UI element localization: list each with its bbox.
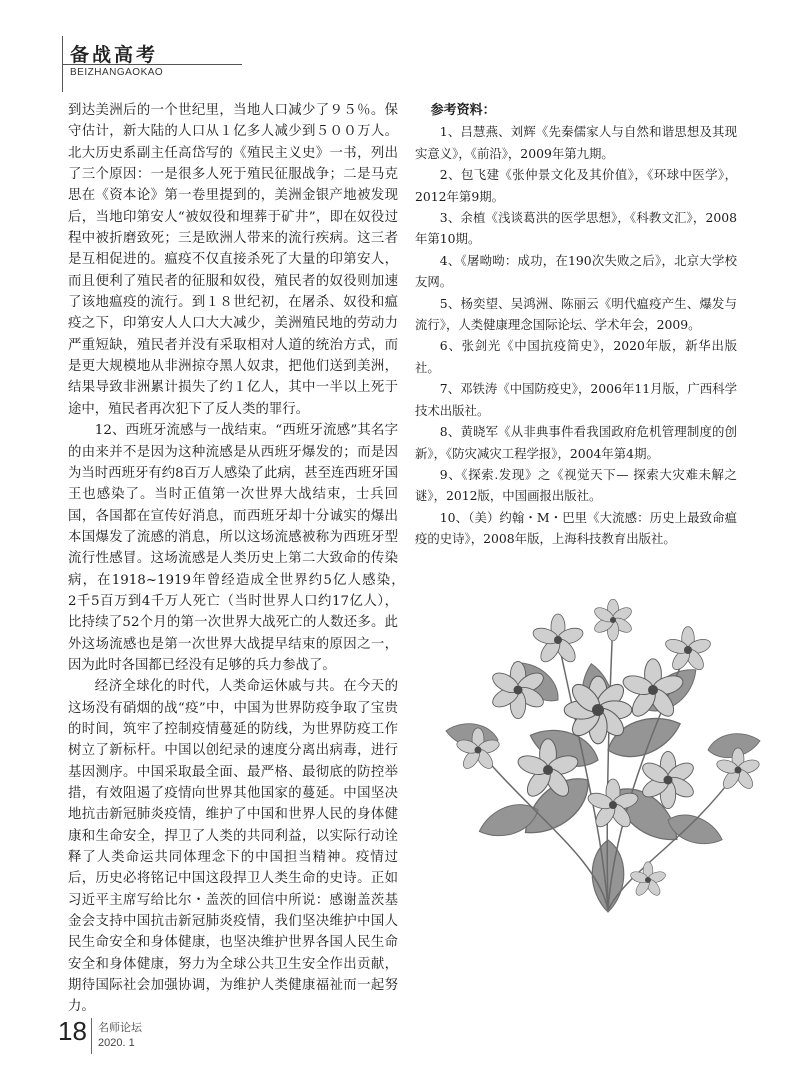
reference-item: 5、杨奕望、吴鸿洲、陈丽云《明代瘟疫产生、爆发与流行》，人类健康理念国际论坛、学术年会，2009。	[415, 295, 737, 333]
reference-item: 3、余植《浅谈葛洪的医学思想》，《科教文汇》，2008年第10期。	[415, 210, 737, 247]
section-title: 备战高考	[70, 44, 159, 66]
paragraph-3: 经济全球化的时代，人类命运休戚与共。在今天的这场没有硝烟的战“疫”中，中国为世界防疫争取了宝贵的时间，筑牢了控制疫情蔓延的防线，为世界防疫工作树立了新标杆。中国以创纪录的速度分离出病毒，进行基因测序。中国采取最全面、最严格、最彻底的防控举措，有效阻遏了疫情向世界其他国家的蔓延。中国坚决地抗击新冠肺炎疫情，维护了中国和世界人民的身体健康和生命安全，捍卫了人类的共同利益，以实际行动诠释了人类命运共同体理念下的中国担当精神。疫情过后，历史必将铭记中国这段捍卫人类生命的史诗。正如习近平主席写给比尔・盖茨的回信中所说：感谢盖茨基金会支持中国抗击新冠肺炎疫情，我们坚决维护中国人民生命安全和身体健康，也坚决维护世界各国人民生命安全和身体健康，努力为全球公共卫生安全作出贡献，期待国际社会加强协调，为维护人类健康福祉而一起努力。	[68, 679, 398, 1015]
footer-divider	[91, 1018, 92, 1054]
paragraph-1: 到达美洲后的一个世纪里，当地人口减少了９５％。保守估计，新大陆的人口从１亿多人减少到５００万人。北大历史系副主任高岱写的《殖民主义史》一书，列出了三个原因：一是很多人死于殖民征服战争；二是马克思在《资本论》第一卷里提到的，美洲金银产地被发现后，当地印第安人“被奴役和埋葬于矿井”，即在奴役过程中被折磨致死；三是欧洲人带来的流行疾病。这三者是互相促进的。瘟疫不仅直接杀死了大量的印第安人，而且便利了殖民者的征服和奴役，殖民者的奴役则加速了该地瘟疫的流行。到１８世纪初，在屠杀、奴役和瘟疫之下，印第安人人口大大减少，美洲殖民地的劳动力严重短缺，殖民者并没有采取相对人道的统治方式，而是更大规模地从非洲掠夺黑人奴隶，把他们送到美洲，结果导致非洲累计损失了约１亿人，其中一半以上死于途中，殖民者再次犯下了反人类的罪行。	[68, 103, 398, 417]
reference-item: 6、张剑光《中国抗疫简史》，2020年版，新华出版社。	[415, 338, 737, 375]
flower-illustration	[438, 580, 778, 940]
reference-item: 4、《屠呦呦：成功，在190次失败之后》，北京大学校友网。	[415, 252, 737, 290]
references-section	[415, 100, 737, 550]
section-subtitle: BEIZHANGAOKAO	[70, 67, 164, 78]
paragraph-2: 12、西班牙流感与一战结束。“西班牙流感”其名字的由来并不是因为这种流感是从西班牙爆发的；而是因为当时西班牙有约8百万人感染了此病，甚至连西班牙国王也感染了。当时正值第一次世界大战结束，士兵回国，各国都在宣传好消息，而西班牙却十分诚实的爆出本国爆发了流感的消息，所以这场流感被称为西班牙型流行性感冒。这场流感是人类历史上第二大致命的传染病，在1918~1919年曾经造成全世界约5亿人感染， 2千5百万到4千万人死亡（当时世界人口约17亿人），比持续了52个月的第一次世界大战死亡的人数还多。此外这场流感也是第一次世界大战提早结束的原因之一，因为此时各国都已经没有足够的兵力参战了。	[68, 423, 412, 673]
reference-item: 7、邓铁涛《中国防疫史》，2006年11月版，广西科学技术出版社。	[415, 381, 737, 418]
issue-date: 2020. 1	[98, 1037, 135, 1049]
reference-item: 1、吕慧燕、刘辉《先秦儒家人与自然和谐思想及其现实意义》，《前沿》，2009年第九期。	[415, 124, 737, 161]
reference-item: 8、黄晓军《从非典事件看我国政府危机管理制度的创新》，《防灾减灾工程学报》，2004年第4期。	[415, 424, 737, 461]
article-body	[68, 100, 412, 1018]
reference-item: 9、《探索.发现》之《视觉天下— 探索大灾难未解之谜》，2012版，中国画报出版社。	[415, 466, 737, 504]
references-title: 参考资料：	[430, 103, 496, 118]
reference-item: 2、包飞建《张仲景文化及其价值》，《环球中医学》，2012年第9期。	[415, 167, 737, 204]
magazine-name: 名师论坛	[98, 1021, 142, 1034]
page-number: 18	[58, 1016, 87, 1046]
reference-item: 10、（美）约翰・M・巴里《大流感：历史上最致命瘟疫的史诗》，2008年版，上海科技教育出版社。	[415, 509, 737, 547]
